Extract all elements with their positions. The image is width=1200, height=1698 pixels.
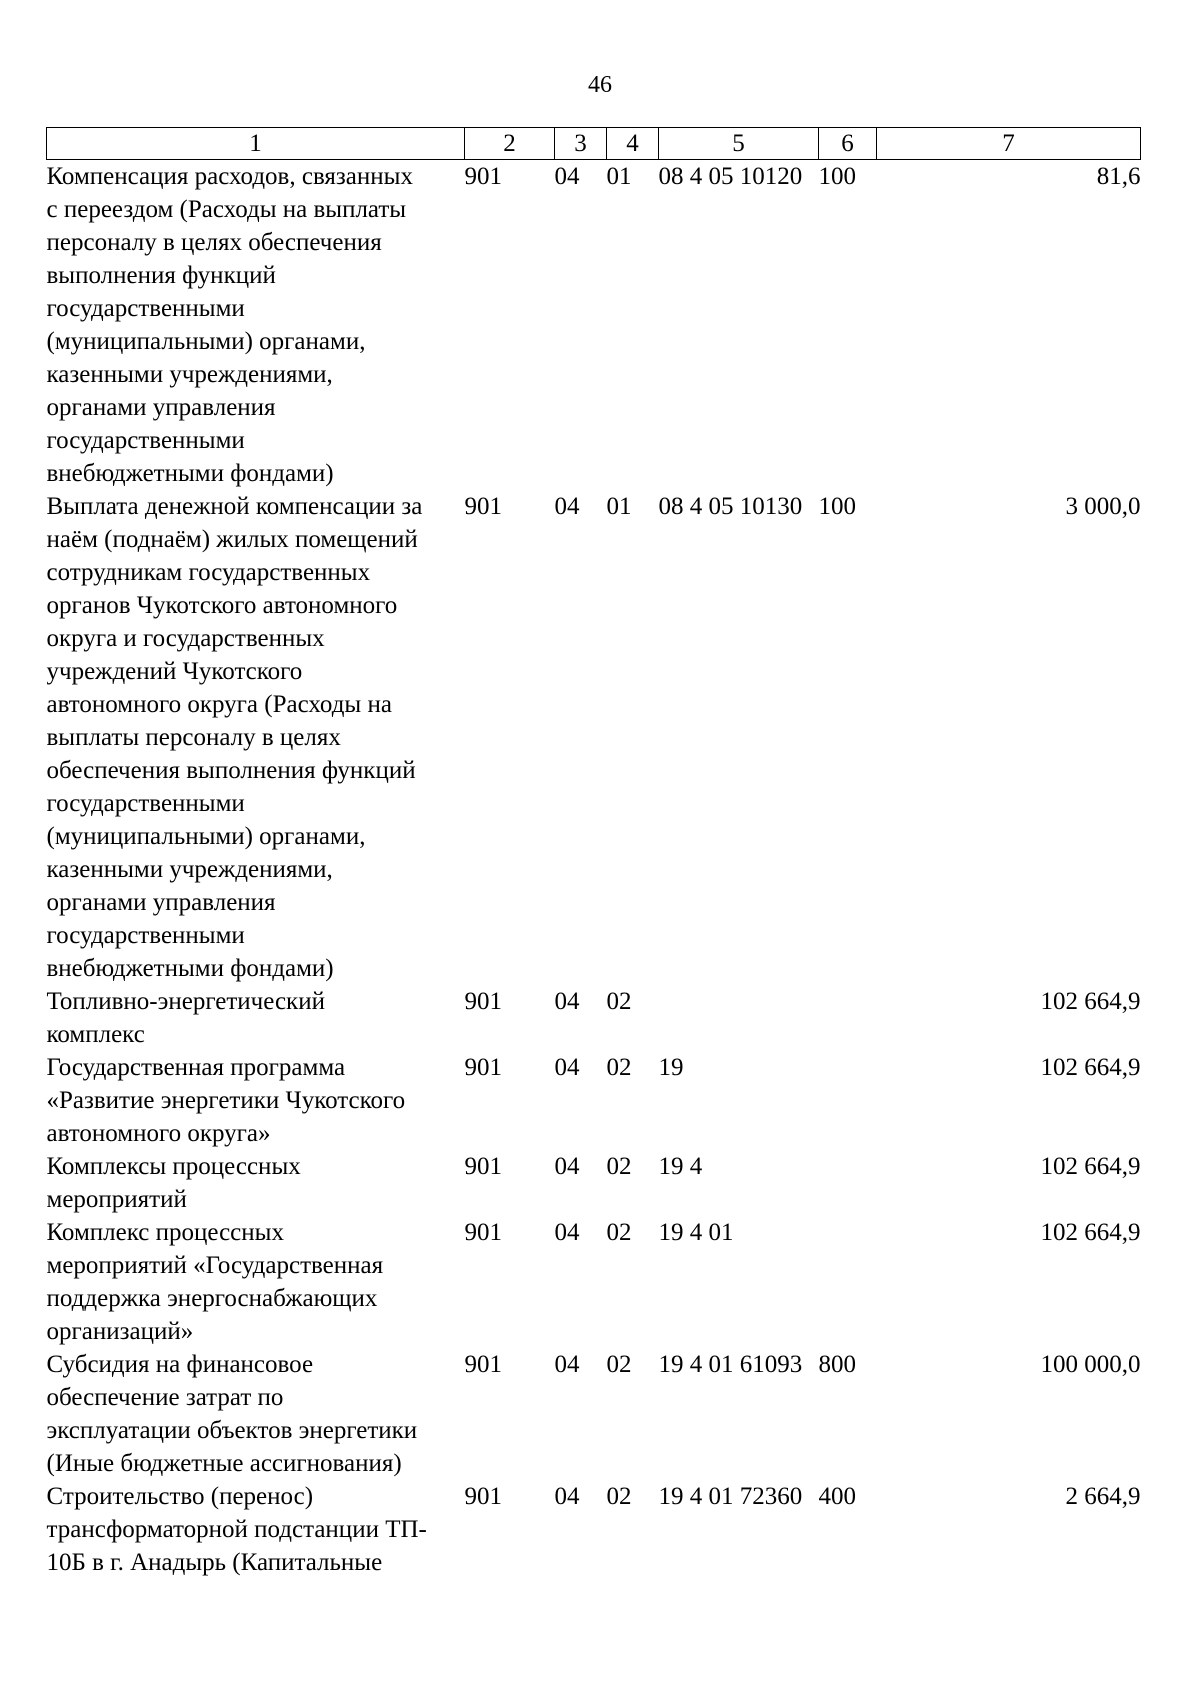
row-description [47,160,465,491]
cell-amount: 102 664,9 [1040,1219,1141,1246]
description-line: органами управления [46,889,276,916]
description-line: Субсидия на финансовое [46,1351,314,1378]
table-row [47,1150,1141,1216]
cell-amount: 2 664,9 [1065,1483,1141,1510]
description-line: Государственная программа [46,1054,346,1081]
table-row [47,1480,1141,1579]
description-line: поддержка энергоснабжающих [46,1285,378,1312]
cell-code-expense-type: 400 [818,1483,856,1510]
cell-amount: 102 664,9 [1040,1054,1141,1081]
header-row [47,128,1141,160]
cell-code-expense-type [819,1150,877,1216]
cell-code-section: 04 [554,1054,580,1081]
cell-code-target: 19 4 [658,1153,703,1180]
column-header-2: 2 [465,128,555,160]
cell-code-target: 19 4 01 [658,1219,734,1246]
column-header-7: 7 [877,128,1141,160]
description-line: персоналу в целях обеспечения [46,229,382,256]
description-line: выплаты персоналу в целях [46,724,341,751]
cell-code-admin: 901 [464,1219,502,1246]
description-line: (муниципальными) органами, [46,823,366,850]
cell-code-subsection: 02 [606,1153,632,1180]
cell-code-subsection: 01 [606,493,632,520]
cell-code-subsection: 02 [606,1054,632,1081]
description-line: Комплексы процессных [46,1153,301,1180]
table-row [47,1216,1141,1348]
row-description [47,985,465,1051]
description-line: внебюджетными фондами) [46,955,334,982]
cell-code-target: 19 4 01 61093 [658,1351,803,1378]
cell-code-admin: 901 [464,1483,502,1510]
cell-amount: 3 000,0 [1065,493,1141,520]
cell-amount: 81,6 [1096,163,1141,190]
description-line: учреждений Чукотского [46,658,303,685]
description-line: 10Б в г. Анадырь (Капитальные [46,1549,383,1576]
cell-code-target [659,985,819,1051]
description-line: Выплата денежной компенсации за [46,493,423,520]
description-line: Топливно-энергетический [46,988,325,1015]
description-line: округа и государственных [46,625,325,652]
cell-code-section: 04 [554,1483,580,1510]
description-line: государственными [46,295,245,322]
description-line: (Иные бюджетные ассигнования) [46,1450,402,1477]
description-line: государственными [46,790,245,817]
cell-code-expense-type [819,1051,877,1150]
description-line: обеспечения выполнения функций [46,757,416,784]
description-line: казенными учреждениями, [46,856,333,883]
description-line: казенными учреждениями, [46,361,333,388]
row-description [47,1150,465,1216]
description-line: наём (поднаём) жилых помещений [46,526,418,553]
description-line: (муниципальными) органами, [46,328,366,355]
row-description [47,1216,465,1348]
description-line: комплекс [46,1021,145,1048]
page-number: 46 [588,72,612,98]
description-line: Строительство (перенос) [46,1483,314,1510]
cell-code-section: 04 [554,1219,580,1246]
cell-amount: 102 664,9 [1040,988,1141,1015]
cell-code-section: 04 [554,1153,580,1180]
cell-code-admin: 901 [464,1153,502,1180]
cell-code-subsection: 02 [606,1351,632,1378]
description-line: автономного округа (Расходы на [46,691,392,718]
description-line: мероприятий [46,1186,187,1213]
cell-code-section: 04 [554,1351,580,1378]
description-line: сотрудникам государственных [46,559,371,586]
column-header-3: 3 [555,128,607,160]
description-line: трансформаторной подстанции ТП- [46,1516,427,1543]
table-row [47,160,1141,491]
row-description [47,490,465,985]
cell-code-admin: 901 [464,1351,502,1378]
table-row [47,1051,1141,1150]
cell-code-expense-type: 800 [818,1351,856,1378]
description-line: эксплуатации объектов энергетики [46,1417,418,1444]
cell-code-admin: 901 [464,163,502,190]
row-description [47,1348,465,1480]
column-header-1: 1 [47,128,465,160]
table-row [47,490,1141,985]
description-line: мероприятий «Государственная [46,1252,384,1279]
column-header-5: 5 [659,128,819,160]
table-row [47,985,1141,1051]
cell-code-target: 19 [658,1054,684,1081]
cell-code-section: 04 [554,163,580,190]
cell-amount: 100 000,0 [1040,1351,1141,1378]
description-line: автономного округа» [46,1120,271,1147]
column-header-4: 4 [607,128,659,160]
cell-amount: 102 664,9 [1040,1153,1141,1180]
description-line: организаций» [46,1318,194,1345]
cell-code-target: 19 4 01 72360 [658,1483,803,1510]
cell-code-target: 08 4 05 10120 [658,163,803,190]
cell-code-target: 08 4 05 10130 [658,493,803,520]
cell-code-subsection: 02 [606,988,632,1015]
cell-code-admin: 901 [464,493,502,520]
description-line: Комплекс процессных [46,1219,284,1246]
description-line: органами управления [46,394,276,421]
table-row [47,1348,1141,1480]
description-line: выполнения функций [46,262,276,289]
description-line: с переездом (Расходы на выплаты [46,196,407,223]
cell-code-expense-type: 100 [818,493,856,520]
cell-code-expense-type [819,985,877,1051]
description-line: внебюджетными фондами) [46,460,334,487]
row-description [47,1480,465,1579]
description-line: Компенсация расходов, связанных [46,163,413,190]
cell-code-section: 04 [554,493,580,520]
description-line: обеспечение затрат по [46,1384,284,1411]
cell-code-subsection: 02 [606,1219,632,1246]
cell-code-subsection: 01 [606,163,632,190]
row-description [47,1051,465,1150]
column-header-6: 6 [819,128,877,160]
description-line: органов Чукотского автономного [46,592,398,619]
cell-code-section: 04 [554,988,580,1015]
cell-code-expense-type [819,1216,877,1348]
description-line: «Развитие энергетики Чукотского [46,1087,406,1114]
cell-code-subsection: 02 [606,1483,632,1510]
table-body [47,160,1141,1580]
description-line: государственными [46,922,245,949]
cell-code-admin: 901 [464,988,502,1015]
cell-code-expense-type: 100 [818,163,856,190]
budget-table [46,127,1141,1579]
cell-code-admin: 901 [464,1054,502,1081]
description-line: государственными [46,427,245,454]
